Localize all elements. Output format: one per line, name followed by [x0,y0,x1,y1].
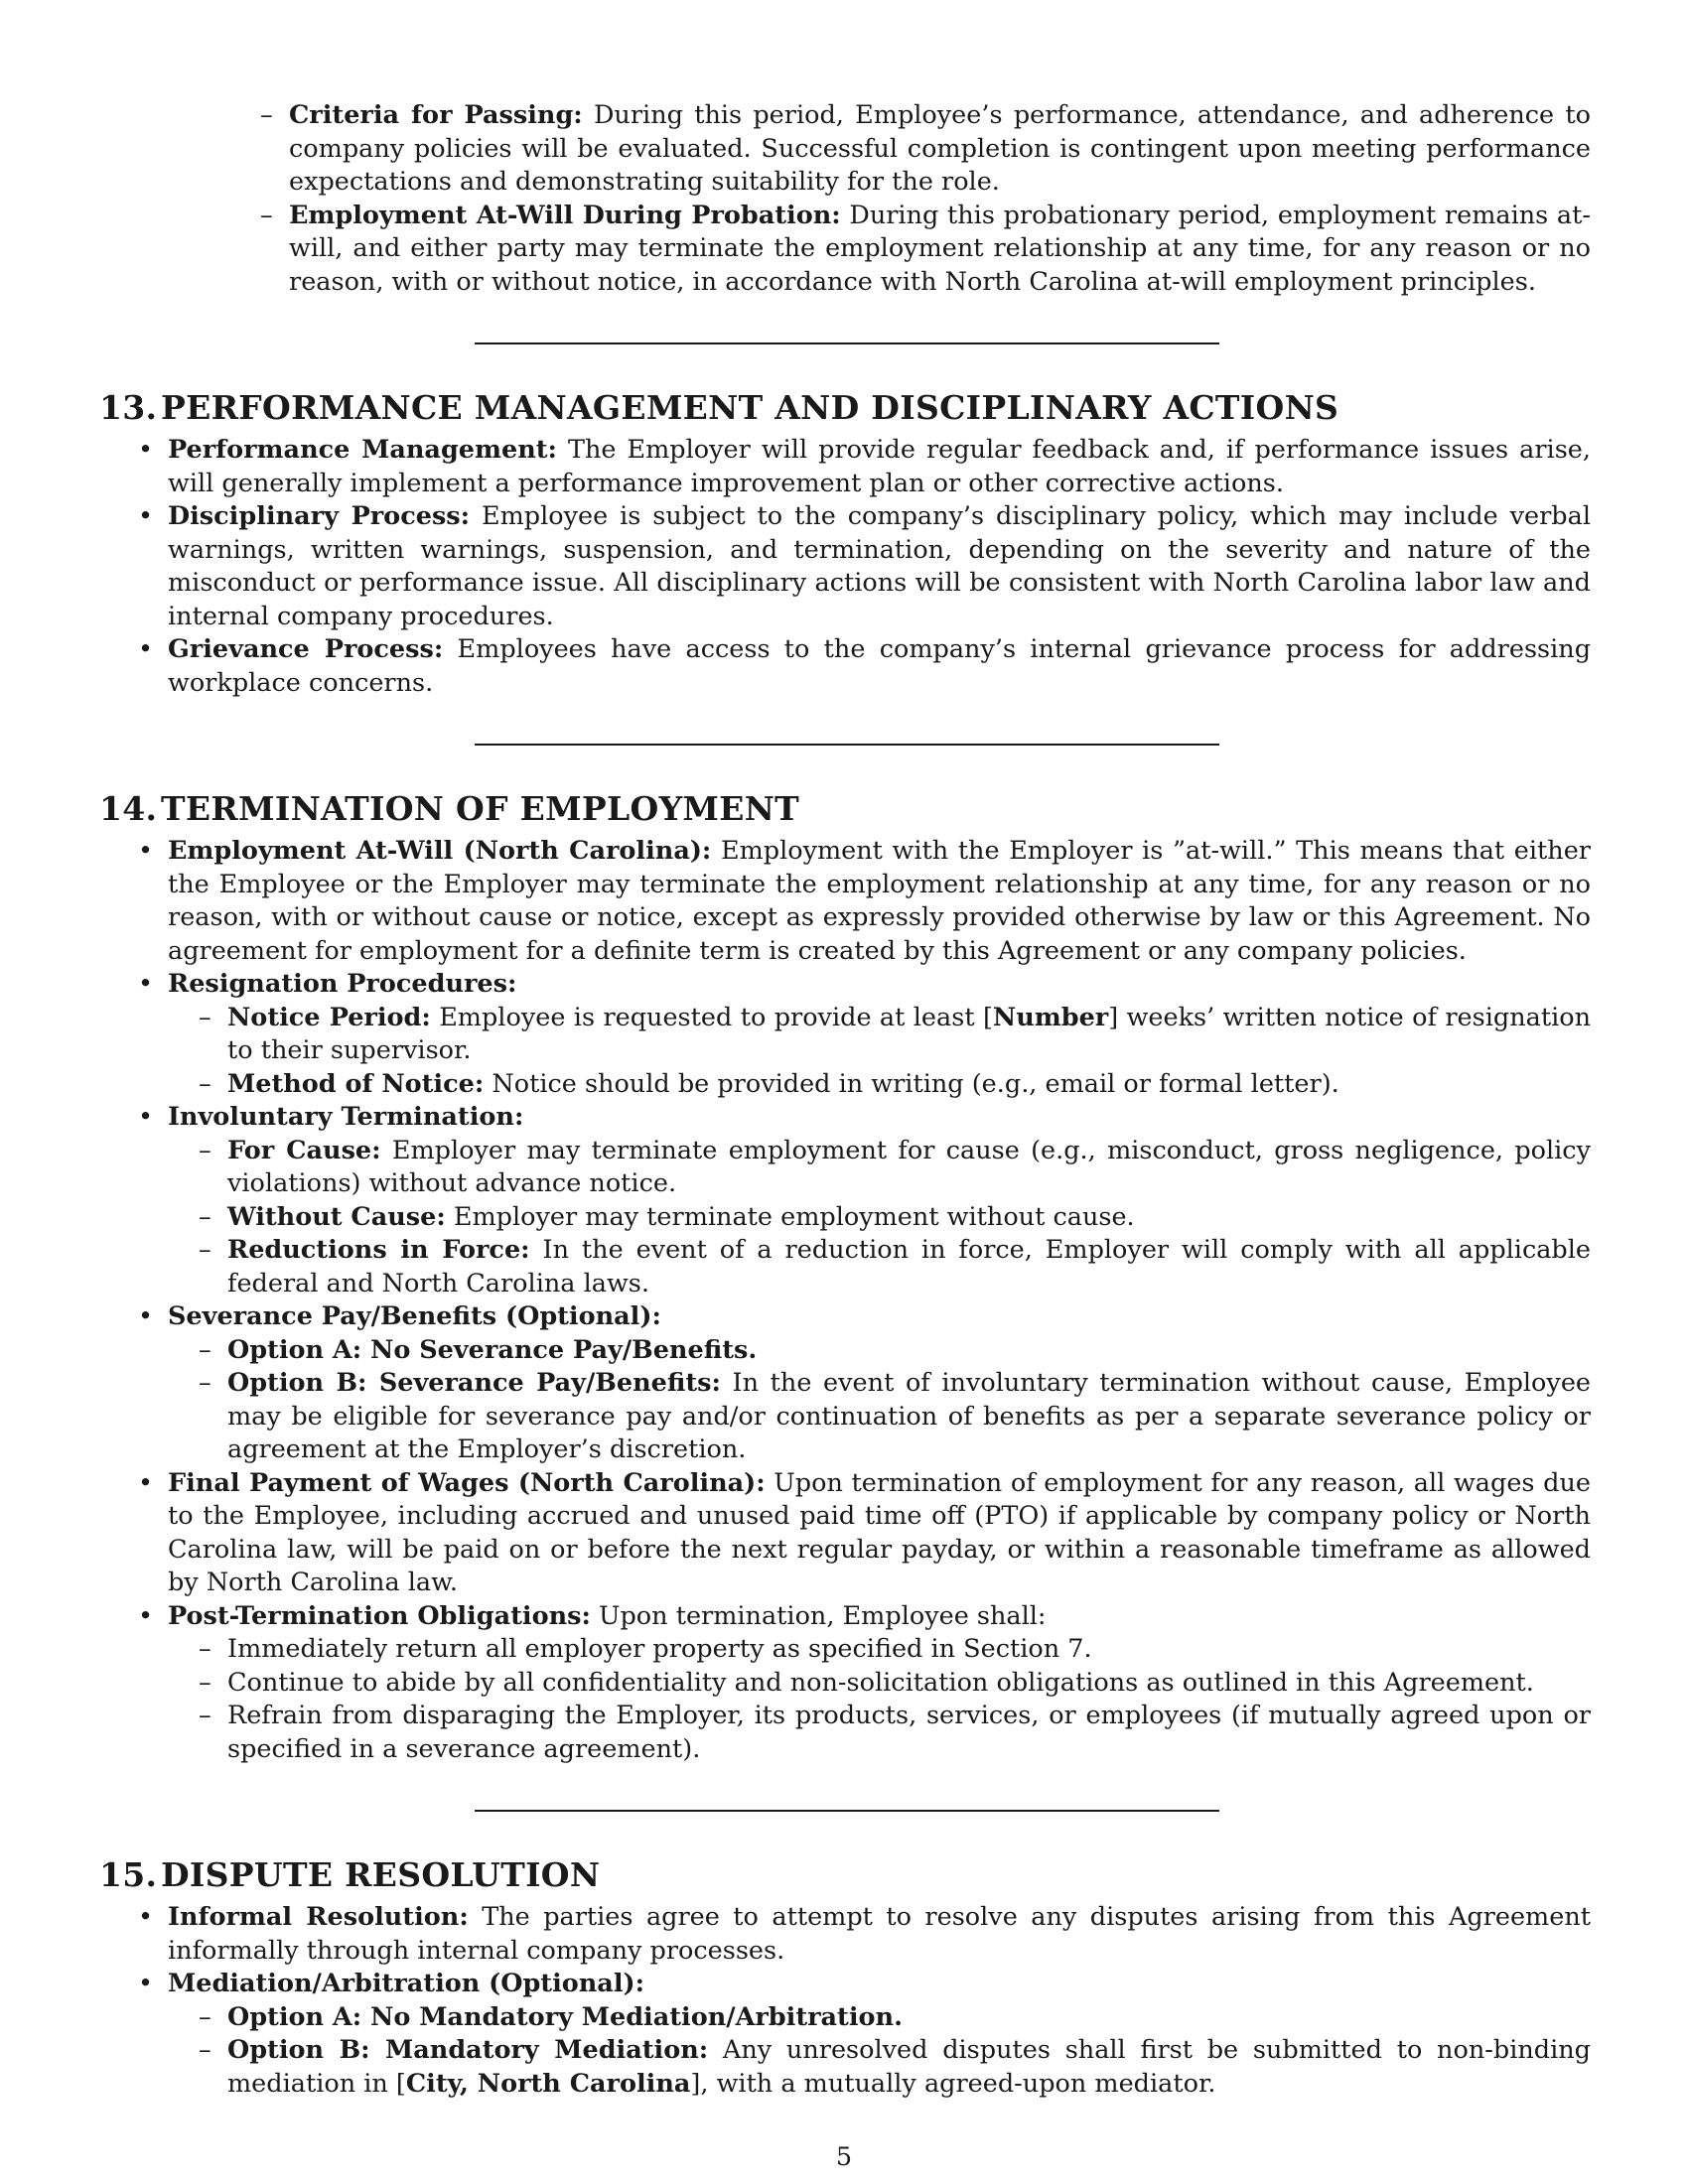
option-b-label: Option B: Severance Pay/Benefits: [227,1368,721,1398]
section-title: TERMINATION OF EMPLOYMENT [161,789,800,828]
sub-list-item [168,2001,1591,2035]
list-item [99,633,1591,700]
item-label: Resignation Procedures: [168,969,517,999]
item-text: Employee is requested to provide at least [ [430,1002,993,1032]
sub-list-item [168,1234,1591,1300]
option-b-label: Option B: Mandatory Mediation: [227,2035,709,2065]
page-number: 5 [835,2142,853,2172]
item-label: Disciplinary Process: [168,501,471,531]
section-title: PERFORMANCE MANAGEMENT AND DISCIPLINARY ACTIONS [161,388,1339,427]
sub-list-item: – Continue to abide by all confidentiality and non-solicitation obligations as outlined in this Agreement. [168,1667,1591,1701]
item-label: For Cause: [227,1135,381,1165]
sub-list-item [168,1334,1591,1368]
item-label: Involuntary Termination: [168,1102,524,1132]
mediation-sublist [168,2001,1591,2102]
section-number: 15. [99,1855,158,1894]
list-item [229,200,1591,300]
item-label: Informal Resolution: [168,1902,469,1932]
list-item [99,434,1591,500]
section-13-list [99,434,1591,700]
section-14-list [99,835,1591,1766]
sub-list-item [168,1135,1591,1201]
sub-list-item [168,1201,1591,1235]
section-14-heading [99,789,1591,829]
section-divider [475,744,1219,746]
item-text: Employee is subject to the company’s disciplinary policy, which may include verbal warnings, written warnings, suspension, and termination, depending on the severity and nature of the misconduct or performance issue. All disciplinary actions will be consistent with North Carolina labor law and internal company procedures. [168,501,1591,631]
list-item [99,1101,1591,1300]
item-text: Employer may terminate employment for cause (e.g., misconduct, gross negligence, policy violations) without advance notice. [227,1135,1591,1198]
list-item [99,1901,1591,1968]
list-item [99,1300,1591,1467]
item-text: In the event of involuntary termination without cause, Employee may be eligible for severance pay and/or continuation of benefits as per a separate severance policy or agreement at the Employer’s discretion. [227,1368,1591,1464]
item-text: ], with a mutually agreed-upon mediator. [690,2068,1216,2099]
item-label: Grievance Process: [168,634,444,664]
list-item [99,968,1591,1101]
option-a-label: Option A: No Mandatory Mediation/Arbitration. [227,2001,903,2032]
list-item [99,1467,1591,1600]
item-text: Any unresolved disputes shall first be submitted to non-binding mediation in [ [227,2035,1592,2099]
item-label: Method of Notice: [227,1068,485,1099]
list-item [99,1600,1591,1767]
sub-list-item [168,1002,1591,1068]
list-item [99,1968,1591,2101]
item-text: Employment with the Employer is ”at-will.” This means that either the Employee or the Employer may terminate the employment relationship at any time, for any reason or no reason, with or without cause or notice, except as expressly provided otherwise by law or this Agreement. No agreement for employment for a definite term is created by this Agreement or any company policies. [168,836,1591,966]
list-item [99,500,1591,633]
item-label: Final Payment of Wages (North Carolina): [168,1467,766,1498]
post-termination-sublist [168,1633,1591,1766]
sub-list-item: – Immediately return all employer property as specified in Section 7. [168,1633,1591,1667]
item-text: ] weeks’ written notice of resignation to their supervisor. [227,1002,1592,1065]
item-text: In the event of a reduction in force, Employer will comply with all applicable federal and North Carolina laws. [227,1235,1592,1298]
involuntary-sublist [168,1135,1591,1301]
sub-list-item [168,1367,1591,1467]
list-item [229,99,1591,200]
item-text: During this probationary period, employment remains at-will, and either party may terminate the employment relationship at any time, for any reason or no reason, with or without notice, in accordance with North Carolina at-will employment principles. [289,200,1591,297]
probation-list [229,99,1591,299]
section-divider [475,342,1219,344]
item-label: Notice Period: [227,1002,431,1032]
sub-list-item [168,1068,1591,1102]
item-label: Performance Management: [168,435,557,465]
item-label: Severance Pay/Benefits (Optional): [168,1301,661,1331]
item-label: Employment At-Will (North Carolina): [168,836,712,866]
item-text: Employees have access to the company’s internal grievance process for addressing workplace concerns. [168,634,1592,698]
sub-list-item: – Refrain from disparaging the Employer, its products, services, or employees (if mutually agreed upon or specified in a severance agreement). [168,1700,1591,1766]
item-text: Notice should be provided in writing (e.g., email or formal letter). [484,1068,1339,1099]
item-label: Mediation/Arbitration (Optional): [168,1969,644,1998]
section-number: 13. [99,388,158,427]
option-a-label: Option A: No Severance Pay/Benefits. [227,1334,758,1365]
section-number: 14. [99,789,158,828]
item-label: Criteria for Passing: [289,100,583,130]
list-item [99,835,1591,968]
sub-list-item [168,2034,1591,2101]
item-label: Post-Termination Obligations: [168,1600,591,1631]
section-divider [475,1810,1219,1812]
item-text: Employer may terminate employment without cause. [445,1201,1135,1232]
section-15-heading [99,1855,1591,1895]
placeholder-field: City, North Carolina [405,2068,691,2099]
section-13-heading [99,388,1591,428]
resignation-sublist [168,1002,1591,1102]
item-label: Reductions in Force: [227,1235,530,1265]
item-text: The parties agree to attempt to resolve any disputes arising from this Agreement informally through internal company processes. [168,1902,1591,1966]
placeholder-field: Number [992,1002,1109,1032]
item-label: Employment At-Will During Probation: [289,200,841,230]
item-text: Upon termination of employment for any reason, all wages due to the Employee, including accrued and unused paid time off (PTO) if applicable by company policy or North Carolina law, will be paid on or before the next regular payday, or within a reasonable timeframe as allowed by North Carolina law. [168,1467,1591,1597]
section-15-list [99,1901,1591,2101]
item-text: During this period, Employee’s performance, attendance, and adherence to company policies will be evaluated. Successful completion is contingent upon meeting performance expectations and demonstrating suitability for the role. [289,100,1591,197]
section-title: DISPUTE RESOLUTION [161,1855,601,1894]
item-text: Upon termination, Employee shall: [590,1600,1047,1631]
item-text: The Employer will provide regular feedback and, if performance issues arise, will generally implement a performance improvement plan or other corrective actions. [168,435,1591,498]
severance-sublist [168,1334,1591,1467]
document-page [99,99,1591,2101]
item-label: Without Cause: [227,1201,446,1232]
